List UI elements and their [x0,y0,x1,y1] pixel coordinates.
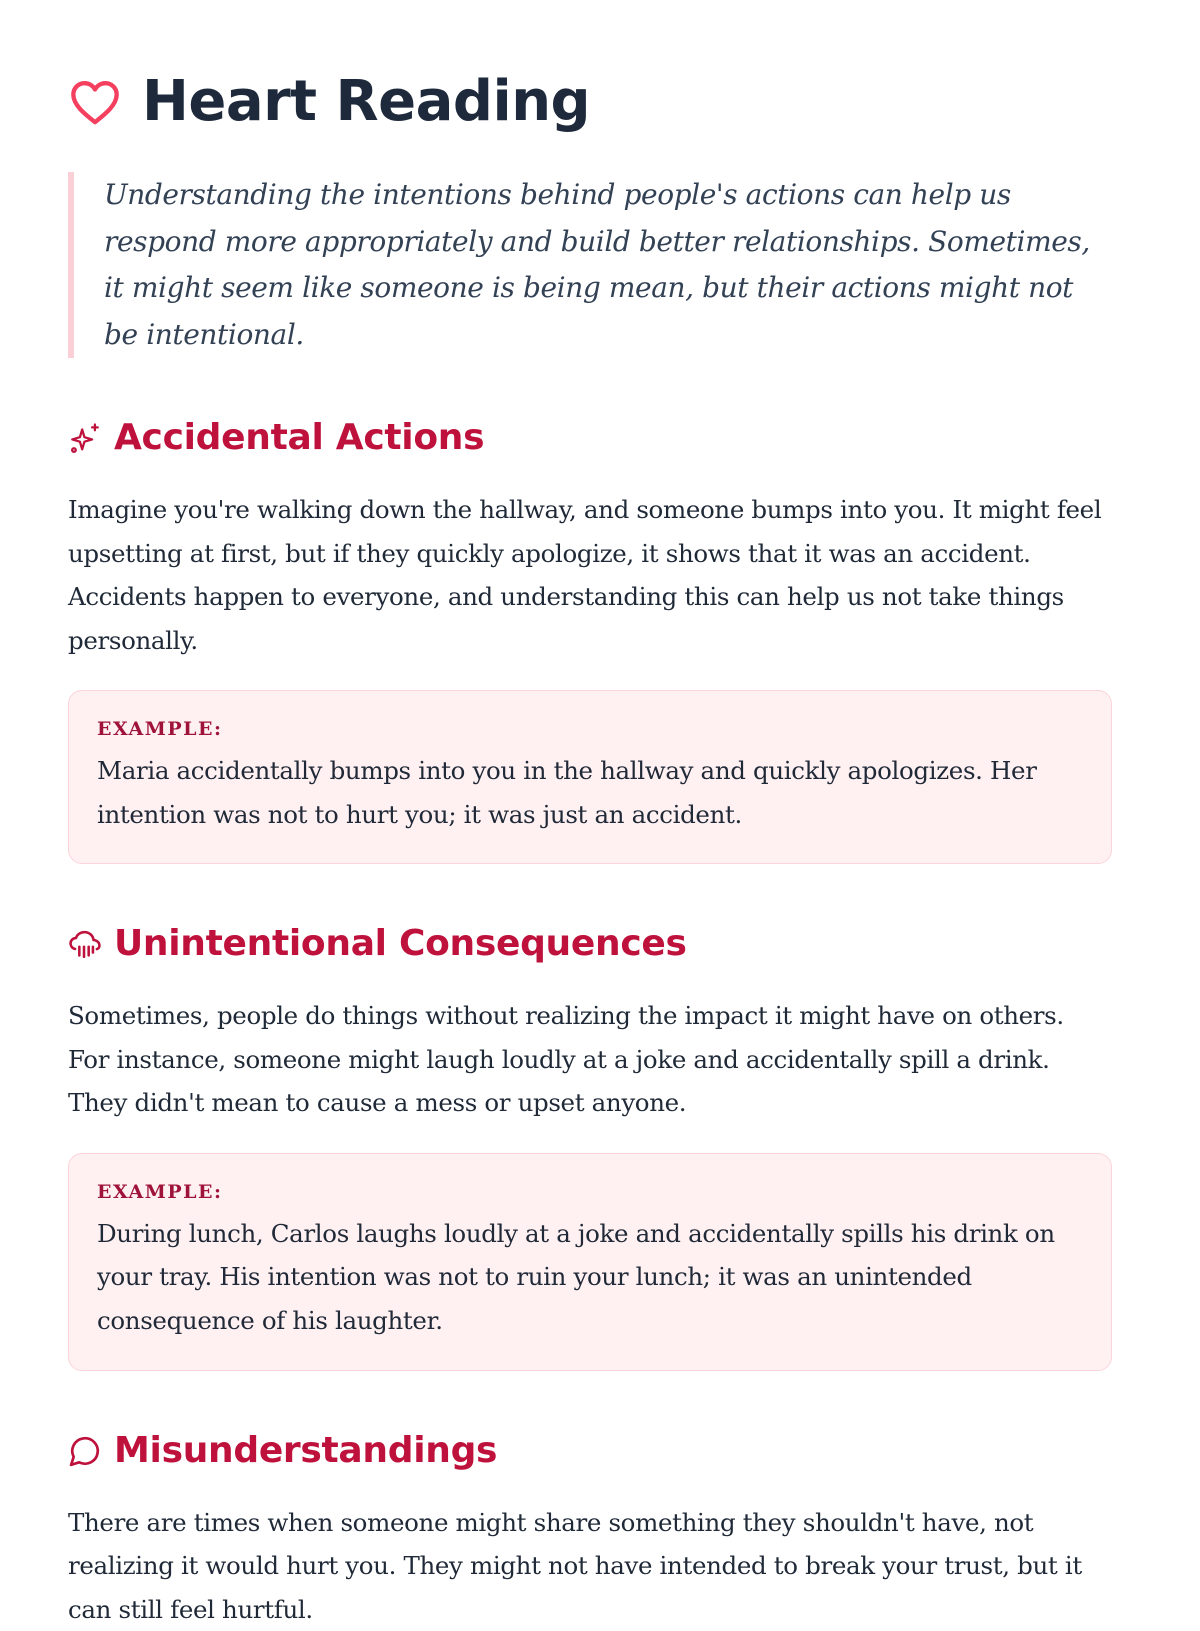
sparkles-icon [68,421,102,455]
page-header [68,62,1112,142]
section-body: Imagine you're walking down the hallway, and someone bumps into you. It might feel upsetting at first, but if they quickly apologize, it shows that it was an accident. Accidents happen to everyone, and understanding this can help us not take things personally. [68,488,1112,662]
intro-quote: Understanding the intentions behind people's actions can help us respond more appropriately and build better relationships. Sometimes, it might seem like someone is being mean, but their actions might not be intentional. [68,172,1112,358]
example-label: EXAMPLE: [97,713,1083,745]
section-heading: Unintentional Consequences [114,918,687,970]
example-box [68,690,1112,864]
section-body: Sometimes, people do things without realizing the impact it might have on others. For instance, someone might laugh loudly at a joke and accidentally spill a drink. They didn't mean to cause a mess or upset anyone. [68,994,1112,1125]
section-heading: Misunderstandings [114,1425,497,1477]
cloud-rain-icon [68,927,102,961]
section-heading-row [68,918,1112,970]
section-heading-row [68,1425,1112,1477]
example-label: EXAMPLE: [97,1176,1083,1208]
section-body: There are times when someone might share something they shouldn't have, not realizing it would hurt you. They might not have intended to break your trust, but it can still feel hurtful. [68,1501,1112,1631]
section-misunderstandings [68,1425,1112,1631]
section-unintentional-consequences [68,918,1112,1371]
section-accidental-actions [68,412,1112,864]
section-heading-row [68,412,1112,464]
page-title: Heart Reading [142,62,590,142]
section-heading: Accidental Actions [114,412,484,464]
example-box [68,1153,1112,1371]
example-text: Maria accidentally bumps into you in the hallway and quickly apologizes. Her intention was not to hurt you; it was just an accident. [97,749,1083,836]
speech-bubble-icon [68,1434,102,1468]
heart-icon [68,75,122,129]
example-text: During lunch, Carlos laughs loudly at a joke and accidentally spills his drink on your tray. His intention was not to ruin your lunch; it was an unintended consequence of his laughter. [97,1212,1083,1343]
